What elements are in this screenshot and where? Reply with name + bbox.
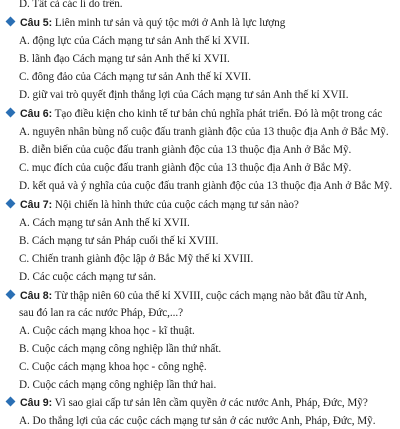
question-label: Câu 6: xyxy=(20,108,53,120)
option-6d: D. kết quả và ý nghĩa của cuộc đấu tranh giành độc của 13 thuộc địa Anh ở Bắc Mỹ. xyxy=(19,180,393,192)
question-9 xyxy=(6,396,368,411)
question-label: Câu 7: xyxy=(20,199,53,211)
top-option: D. Tất cả các lí do trên. xyxy=(19,0,123,10)
option-6c: C. mục đích của cuộc đấu tranh giành độc của 13 thuộc địa Anh ở Bắc Mỹ. xyxy=(19,162,352,174)
option-5a: A. động lực của Cách mạng tư sản Anh thế kỉ XVII. xyxy=(19,35,250,47)
option-5b: B. lãnh đạo Cách mạng tư sản Anh thế kỉ XVII. xyxy=(19,53,230,65)
option-7a: A. Cách mạng tư sản Anh thế kỉ XVII. xyxy=(19,217,190,229)
question-7 xyxy=(6,198,299,213)
question-text: Liên minh tư sản và quý tộc mới ở Anh là lực lượng xyxy=(54,17,286,29)
option-8d: D. Cuộc cách mạng công nghiệp lần thứ hai. xyxy=(19,379,217,391)
question-label: Câu 8: xyxy=(20,290,53,302)
option-6b: B. diễn biến của cuộc đấu tranh giành độc của 13 thuộc địa Anh ở Bắc Mỹ. xyxy=(19,144,352,156)
question-text: Nội chiến là hình thức của cuộc cách mạng tư sản nào? xyxy=(54,199,299,211)
option-6a: A. nguyên nhân bùng nổ cuộc đấu tranh giành độc của 13 thuộc địa Anh ở Bắc Mỹ. xyxy=(19,126,389,138)
option-8a: A. Cuộc cách mạng khoa học - kĩ thuật. xyxy=(19,325,195,337)
option-7d: D. Các cuộc cách mạng tư sản. xyxy=(19,271,156,283)
question-5 xyxy=(6,16,285,31)
question-text: Vì sao giai cấp tư sản lên cầm quyền ở các nước Anh, Pháp, Đức, Mỹ? xyxy=(54,397,368,409)
question-8 xyxy=(6,289,367,304)
option-5d: D. giữ vai trò quyết định thắng lợi của Cách mạng tư sản Anh thế kỉ XVII. xyxy=(19,89,349,101)
diamond-bullet-icon xyxy=(6,108,16,118)
option-8c: C. Cuộc cách mạng khoa học - công nghệ. xyxy=(19,361,207,373)
question-text: Tạo điều kiện cho kinh tế tư bản chủ nghĩa phát triển. Đó là một trong các xyxy=(54,108,383,120)
question-8-continued: sau đó lan ra các nước Pháp, Đức,...? xyxy=(19,307,184,319)
option-7c: C. Chiến tranh giành độc lập ở Bắc Mỹ thế kỉ XVIII. xyxy=(19,253,254,265)
question-label: Câu 9: xyxy=(20,397,53,409)
option-5c: C. đông đảo của Cách mạng tư sản Anh thế kỉ XVII. xyxy=(19,71,251,83)
diamond-bullet-icon xyxy=(6,17,16,27)
option-7b: B. Cách mạng tư sản Pháp cuối thế kỉ XVIII. xyxy=(19,235,219,247)
question-label: Câu 5: xyxy=(20,17,53,29)
question-6 xyxy=(6,107,382,122)
option-8b: B. Cuộc cách mạng công nghiệp lần thứ nhất. xyxy=(19,343,222,355)
diamond-bullet-icon xyxy=(6,290,16,300)
question-text: Từ thập niên 60 của thế kỉ XVIII, cuộc cách mạng nào bắt đầu từ Anh, xyxy=(54,290,367,302)
option-9a: A. Do thắng lợi của các cuộc cách mạng tư sản ở các nước Anh, Pháp, Đức, Mỹ. xyxy=(19,415,376,427)
diamond-bullet-icon xyxy=(6,397,16,407)
diamond-bullet-icon xyxy=(6,199,16,209)
